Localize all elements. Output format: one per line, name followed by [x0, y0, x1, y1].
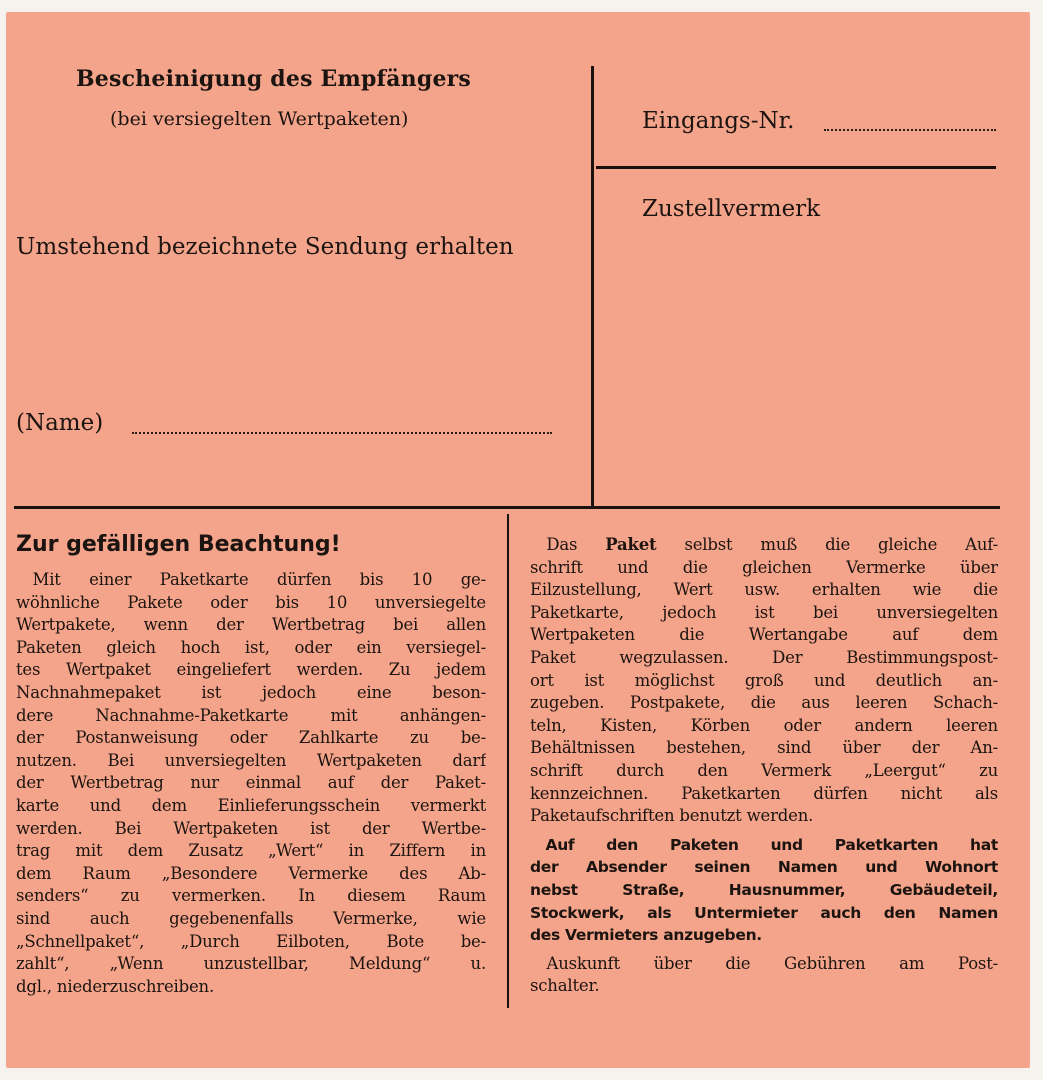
notice-line: schrift durch den Vermerk „Leergut“ zu: [530, 760, 998, 780]
notice-line: Paket wegzulassen. Der Bestimmungspost-: [530, 647, 998, 667]
notice-line: Paketaufschriften benutzt werden.: [530, 806, 814, 826]
delivery-note-label: Zustellvermerk: [642, 196, 821, 222]
received-text: Umstehend bezeichnete Sendung erhalten: [16, 234, 514, 260]
notice-line: schrift und die gleichen Vermerke über: [530, 557, 998, 577]
parcel-card: [6, 12, 1030, 1068]
notice-line: Auskunft über die Gebühren am Post-: [546, 953, 998, 973]
notice-line: karte und dem Einlieferungsschein vermerkt: [16, 795, 486, 815]
divider-vertical-top: [591, 66, 594, 506]
notice-line: Paketkarte, jedoch ist bei unversiegelten: [530, 602, 998, 622]
entry-number-dotted-line[interactable]: [824, 129, 996, 131]
notice-line: der Absender seinen Namen und Wohnort: [530, 858, 998, 877]
notice-line: Nachnahmepaket ist jedoch eine beson-: [16, 682, 486, 702]
notice-line: zahlt“, „Wenn unzustellbar, Meldung“ u.: [16, 954, 486, 974]
notice-line: senders“ zu vermerken. In diesem Raum: [16, 886, 486, 906]
notice-line: sind auch gegebenenfalls Vermerke, wie: [16, 908, 486, 928]
notice-left-column: [16, 569, 486, 998]
notice-line: dem Raum „Besondere Vermerke des Ab-: [16, 863, 486, 883]
right-first-line: Das Paket selbst muß die gleiche Auf-: [546, 535, 998, 554]
notice-line: Paketen gleich hoch ist, oder ein versiegel-: [16, 637, 486, 657]
notice-line: „Schnellpaket“, „Durch Eilboten, Bote be-: [16, 931, 486, 951]
notice-line: Behältnissen bestehen, sind über der An-: [530, 738, 998, 758]
notice-line: werden. Bei Wertpaketen ist der Wertbe-: [16, 818, 486, 838]
notice-line: Mit einer Paketkarte dürfen bis 10 ge-: [32, 570, 486, 589]
notice-line: Stockwerk, als Untermieter auch den Namen: [530, 903, 998, 922]
notice-line: des Vermieters anzugeben.: [530, 926, 762, 945]
divider-office-horizontal: [596, 166, 996, 169]
name-field-dotted-line[interactable]: [132, 432, 552, 434]
name-label: (Name): [16, 410, 104, 436]
notice-line: ort ist möglichst groß und deutlich an-: [530, 670, 998, 690]
notice-line: teln, Kisten, Körben oder andern leeren: [530, 715, 998, 735]
notice-line: der Postanweisung oder Zahlkarte zu be-: [16, 728, 486, 748]
divider-vertical-bottom: [507, 514, 509, 1008]
notice-line: tes Wertpaket eingeliefert werden. Zu jedem: [16, 660, 486, 680]
notice-right-column: [530, 534, 998, 998]
notice-line: schalter.: [530, 976, 600, 996]
receipt-subtitle: (bei versiegelten Wertpaketen): [110, 108, 409, 130]
divider-main-horizontal: [14, 506, 1000, 509]
notice-line: wöhnliche Pakete oder bis 10 unversiegelte: [16, 592, 486, 612]
notice-line: der Wertbetrag nur einmal auf der Paket-: [16, 773, 486, 793]
notice-line: kennzeichnen. Paketkarten dürfen nicht als: [530, 783, 998, 803]
notice-line: Wertpaketen die Wertangabe auf dem: [530, 625, 998, 645]
entry-number-label: Eingangs-Nr.: [642, 108, 795, 134]
receipt-title: Bescheinigung des Empfängers: [76, 66, 472, 92]
notice-line: trag mit dem Zusatz „Wert“ in Ziffern in: [16, 841, 486, 861]
notice-line: Wertpakete, wenn der Wertbetrag bei allen: [16, 615, 486, 635]
notice-line: Auf den Paketen und Paketkarten hat: [545, 835, 998, 854]
notice-line: dere Nachnahme-Paketkarte mit anhängen-: [16, 705, 486, 725]
notice-line: nutzen. Bei unversiegelten Wertpaketen darf: [16, 750, 486, 770]
notice-line: Eilzustellung, Wert usw. erhalten wie die: [530, 580, 998, 600]
notice-line: zugeben. Postpakete, die aus leeren Schach-: [530, 693, 998, 713]
notice-line: nebst Straße, Hausnummer, Gebäudeteil,: [530, 880, 998, 899]
notice-heading: Zur gefälligen Beachtung!: [16, 532, 341, 557]
notice-line: dgl., niederzuschreiben.: [16, 976, 215, 996]
